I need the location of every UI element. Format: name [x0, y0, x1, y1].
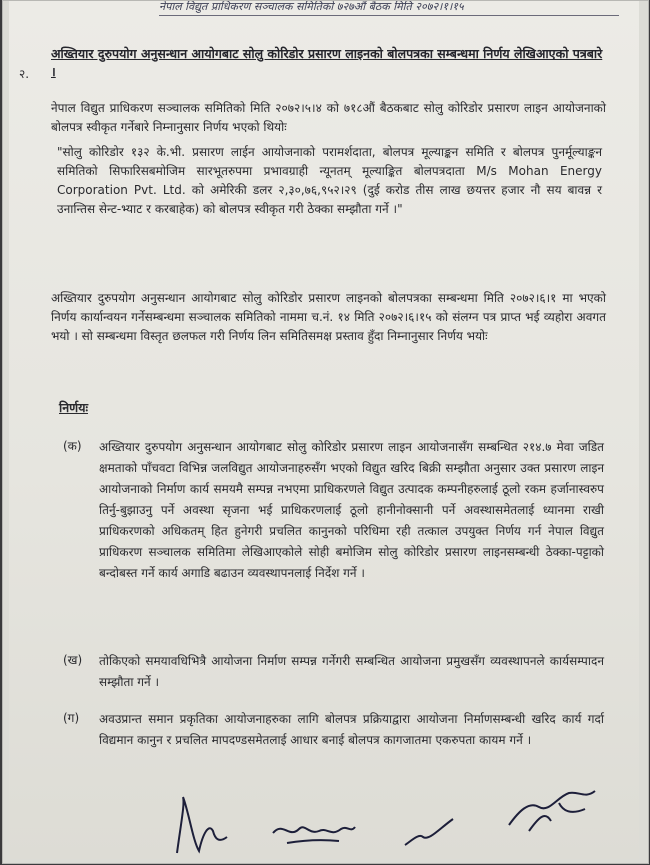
- decision-item-kha-text: तोकिएको समयावधिभित्रै आयोजना निर्माण सम्पन्न गर्नेगरी सम्बन्धित आयोजना प्रमुखसँग व्यवस्थापनले कार्यसम्पादन सम्झौता गर्ने ।: [99, 654, 604, 689]
- quoted-decision: "सोलु कोरिडोर १३२ के.भी. प्रसारण लाईन आयोजनाको परामर्शदाता, बोलपत्र मूल्याङ्कन समिति र बोलपत्र पुनर्मूल्याङ्कन समितिको सिफारिसबमोजिम सारभूतरुपमा प्रभावग्राही न्यूनतम् मूल्याङ्कित बोलपत्रदाता M/s Mohan Energy Corporation Pvt. Ltd. को अमेरिकी डलर २,३०,७६,९५२।२९ (दुई करोड तीस लाख छयत्तर हजार नौ सय बावन्न र उनान्तिस सेन्ट-भ्याट र करबाहेक) को बोलपत्र स्वीकृत गरी ठेक्का सम्झौता गर्ने ।": [57, 145, 602, 216]
- agenda-item-number: २.: [19, 67, 30, 81]
- document-frame: [2, 0, 649, 864]
- decision-item-ka-mark: (क): [63, 439, 82, 453]
- decision-item-ga-mark: (ग): [63, 711, 80, 725]
- decision-item-kha-mark: (ख): [63, 653, 83, 667]
- signature-4: [499, 781, 609, 837]
- signature-1: [169, 793, 249, 859]
- signature-area: [149, 771, 619, 859]
- signature-2: [269, 811, 359, 851]
- second-paragraph: अख्तियार दुरुपयोग अनुसन्धान आयोगबाट सोलु कोरिडोर प्रसारण लाइनको बोलपत्रका सम्बन्धमा मिति २०७२।६।१ मा भएको निर्णय कार्यान्वयन गर्नेसम्बन्धमा सञ्चालक समितिको नाममा च.नं. १४ मिति २०७२।६।१५ को संलग्न पत्र प्राप्त भई व्यहोरा अवगत भयो । सो सम्बन्धमा विस्तृत छलफल गरी निर्णय लिन समितिसमक्ष प्रस्ताव हुँदा निम्नानुसार निर्णय भयोः: [51, 291, 606, 343]
- signature-3: [399, 811, 459, 851]
- decision-item-ka-text: अख्तियार दुरुपयोग अनुसन्धान आयोगबाट सोलु कोरिडोर प्रसारण लाइन आयोजनासँग सम्बन्धित २१४.७ मेवा जडित क्षमताको पाँचवटा विभिन्न जलविद्युत आयोजनाहरुसँग भएको विद्युत खरिद बिक्री सम्झौता अनुसार उक्त प्रसारण लाइन आयोजनाको निर्माण कार्य समयमै सम्पन्न नभएमा प्राधिकरणले विद्युत उत्पादक कम्पनीहरुलाई ठूलो रकम हर्जानास्वरुप तिर्नु-बुझाउनु पर्ने अवस्था सृजना भई प्राधिकरणलाई ठूलो हानीनोक्सानी पर्ने अवस्थासमेतलाई ध्यानमा राखी प्राधिकरणको अधिकतम् हित हुनेगरी प्रचलित कानुनको परिधिमा रही तत्काल उपयुक्त निर्णय गर्न नेपाल विद्युत प्राधिकरण सञ्चालक समितिमा लेखिआएकोले सोही बमोजिम सोलु कोरिडोर प्रसारण लाइनसम्बन्धी ठेक्का-पट्टाको बन्दोबस्त गर्ने कार्य अगाडि बढाउन व्यवस्थापनलाई निर्देश गर्ने ।: [99, 440, 604, 580]
- decision-heading: निर्णयः: [59, 400, 88, 415]
- decision-item-ga-text: अवउप्रान्त समान प्रकृतिका आयोजनाहरुका लागि बोलपत्र प्रक्रियाद्वारा आयोजना निर्माणसम्बन्धी खरिद कार्य गर्दा विद्यमान कानुन र प्रचलित मापदण्डसमेतलाई आधार बनाई बोलपत्र कागजातमा एकरुपता कायम गर्ने ।: [99, 712, 604, 747]
- agenda-subject: अख्तियार दुरुपयोग अनुसन्धान आयोगबाट सोलु कोरिडोर प्रसारण लाइनको बोलपत्रका सम्बन्धमा निर्णय लेखिआएको पत्रबारे ।: [51, 46, 603, 79]
- page-header: नेपाल विद्युत प्राधिकरण सञ्चालक समितिको ७२७औं बैठक मिति २०७२।१।१५: [159, 0, 619, 16]
- document-page: [9, 1, 639, 859]
- intro-paragraph: नेपाल विद्युत प्राधिकरण सञ्चालक समितिको मिति २०७२।५।४ को ७१८औं बैठकबाट सोलु कोरिडोर प्रसारण लाइन आयोजनाको बोलपत्र स्वीकृत गर्नेबारे निम्नानुसार निर्णय भएको थियोः: [51, 101, 606, 134]
